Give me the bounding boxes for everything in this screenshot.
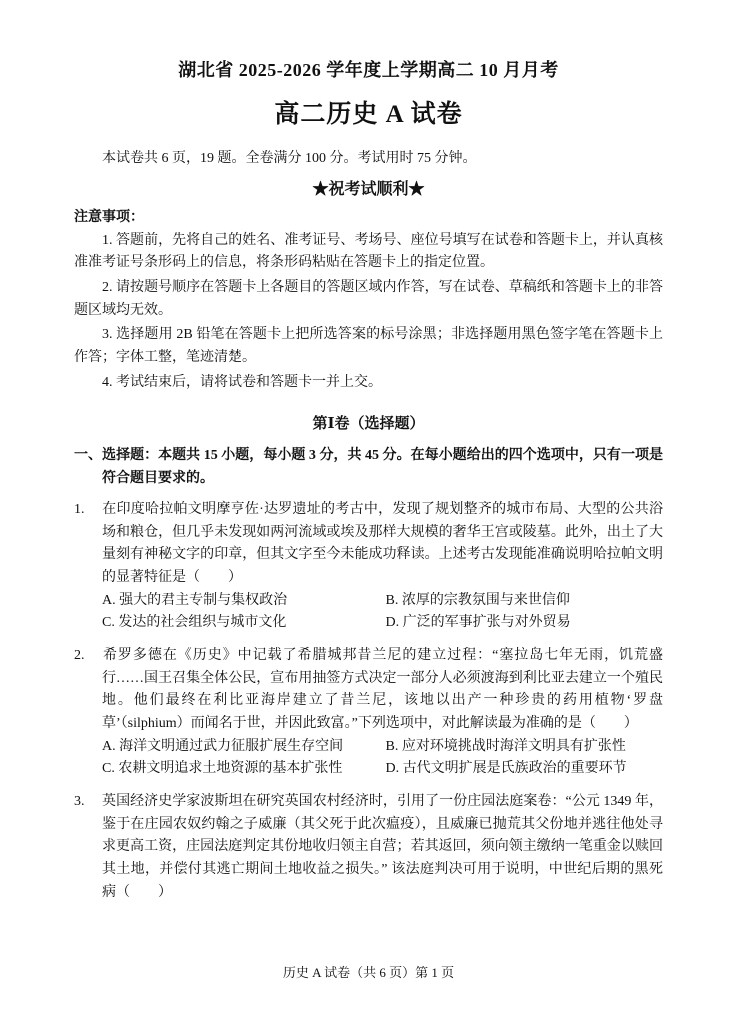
question-3-stem-row — [74, 791, 663, 904]
section-instructions: 一、选择题：本题共 15 小题，每小题 3 分，共 45 分。在每小题给出的四个选项中，只有一项是符合题目要求的。 — [74, 448, 663, 487]
wish-banner: ★祝考试顺利★ — [312, 181, 425, 199]
question-2-stem: 希罗多德在《历史》中记载了希腊城邦昔兰尼的建立过程：“塞拉岛七年无雨，饥荒盛行……国王召集全体公民，宣布用抽签方式决定一部分人必须渡海到利比亚去建立一个殖民地。他们最终在利比亚海岸建立了昔兰尼，该地以出产一种珍贵的药用植物‘罗盘草’（silphium）而闻名于世，并因此致富。”下列选项中，对此解读最为准确的是（ ） — [102, 647, 663, 731]
question-1-option-d: D. 广泛的军事扩张与对外贸易 — [385, 615, 571, 631]
notice-item-3: 3. 选择题用 2B 铅笔在答题卡上把所选答案的标号涂黑；非选择题用黑色签字笔在答题卡上作答；字体工整，笔迹清楚。 — [74, 327, 663, 366]
exam-info: 本试卷共 6 页，19 题。全卷满分 100 分。考试用时 75 分钟。 — [102, 151, 477, 166]
notice-item-4: 4. 考试结束后，请将试卷和答题卡一并上交。 — [102, 374, 382, 390]
question-3-number: 3. — [74, 793, 85, 809]
question-1-option-a: A. 强大的君主专制与集权政治 — [102, 592, 288, 608]
question-1-stem-row — [74, 499, 663, 590]
question-2-options — [74, 736, 663, 781]
question-2 — [74, 645, 663, 781]
question-2-option-b: B. 应对环境挑战时海洋文明具有扩张性 — [385, 738, 626, 754]
question-1-options — [74, 590, 663, 635]
question-2-option-d: D. 古代文明扩展是氏族政治的重要环节 — [385, 761, 627, 777]
question-2-stem-row — [74, 645, 663, 736]
question-3-stem: 英国经济史学家波斯坦在研究英国农村经济时，引用了一份庄园法庭案卷：“公元 1349 年，鉴于在庄园农奴约翰之子威廉（其父死于此次瘟疫），且威廉已抛荒其父份地并逃往他处寻求更高工资，庄园法庭判定其份地收归领主自营；若其返回，须向领主缴纳一笔重金以赎回其土地，并偿付其逃亡期间土地收益之损失。” 该法庭判决可用于说明，中世纪后期的黑死病（ ） — [102, 793, 663, 900]
notice-item-2: 2. 请按题号顺序在答题卡上各题目的答题区域内作答，写在试卷、草稿纸和答题卡上的非答题区域均无效。 — [74, 280, 663, 318]
question-3 — [74, 791, 663, 904]
question-1-option-b: B. 浓厚的宗教氛围与来世信仰 — [385, 592, 570, 608]
question-2-option-c: C. 农耕文明追求土地资源的基本扩张性 — [102, 761, 343, 777]
notices-section — [74, 207, 663, 394]
question-1-stem: 在印度哈拉帕文明摩亨佐·达罗遗址的考古中，发现了规划整齐的城市布局、大型的公共浴场和粮仓，但几乎未发现如两河流域或埃及那样大规模的奢华王宫或陵墓。此外，出土了大量刻有神秘文字的印章，但其文字至今未能成功释读。上述考古发现能准确说明哈拉帕文明的显著特征是（ ） — [102, 501, 663, 585]
question-2-option-a: A. 海洋文明通过武力征服扩展生存空间 — [102, 738, 344, 754]
notices-heading: 注意事项： — [74, 210, 144, 226]
page-subtitle: 高二历史 A 试卷 — [274, 101, 463, 128]
page-title: 湖北省 2025-2026 学年度上学期高二 10 月月考 — [178, 60, 559, 80]
notice-item-1: 1. 答题前，先将自己的姓名、准考证号、考场号、座位号填写在试卷和答题卡上，并认真核准准考证号条形码上的信息，将条形码粘贴在答题卡上的指定位置。 — [74, 232, 663, 271]
question-1-number: 1. — [74, 501, 85, 517]
question-2-number: 2. — [74, 647, 85, 663]
question-1 — [74, 499, 663, 635]
page-footer: 历史 A 试卷（共 6 页）第 1 页 — [282, 965, 455, 980]
question-1-option-c: C. 发达的社会组织与城市文化 — [102, 615, 287, 631]
section-title: 第Ⅰ卷（选择题） — [312, 416, 425, 433]
